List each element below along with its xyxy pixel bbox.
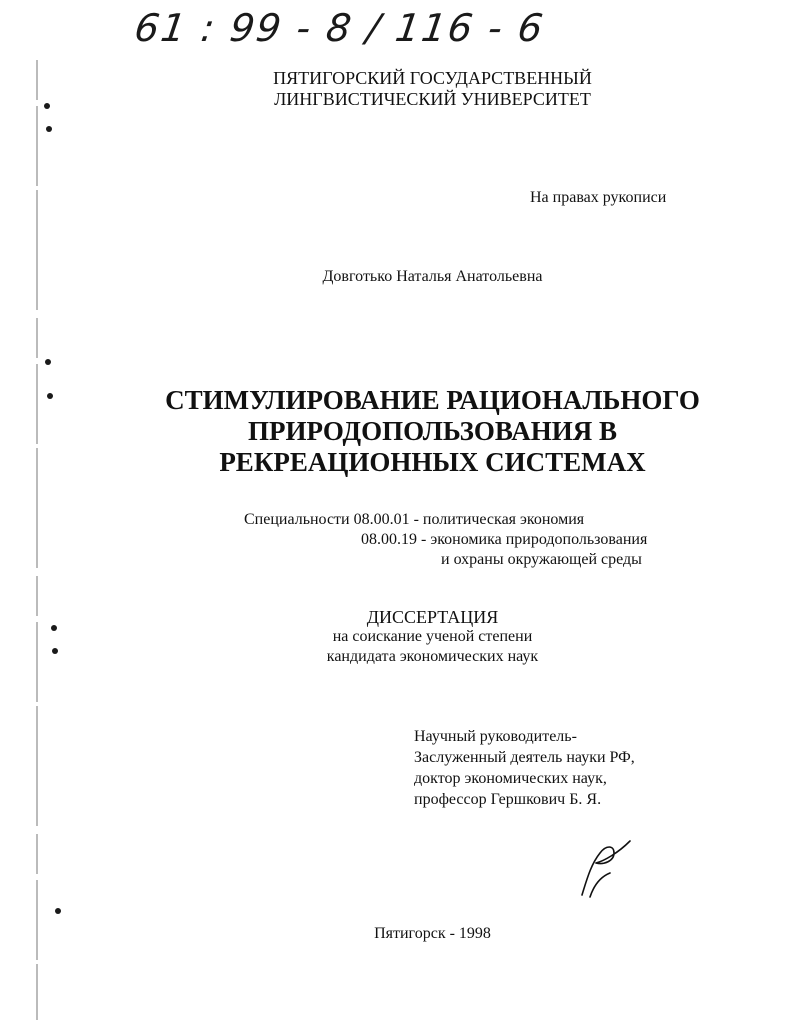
binding-hole-mark: [55, 908, 61, 914]
adviser-line-4: профессор Гершкович Б. Я.: [414, 791, 602, 808]
dissertation-line-3: кандидата экономических наук: [326, 648, 539, 665]
rights-notice: На правах рукописи: [530, 189, 667, 206]
scientific-adviser: [414, 726, 635, 810]
adviser-line-1: Научный руководитель-: [414, 728, 577, 745]
dissertation-block: [0, 607, 795, 667]
dissertation-title: [0, 385, 795, 478]
binding-hole-mark: [46, 126, 52, 132]
city-and-year: Пятигорск - 1998: [374, 925, 491, 942]
university-name: [0, 68, 795, 110]
binding-hole-mark: [45, 359, 51, 365]
dissertation-heading: ДИССЕРТАЦИЯ: [366, 607, 499, 627]
university-line-1: ПЯТИГОРСКИЙ ГОСУДАРСТВЕННЫЙ: [273, 68, 592, 88]
adviser-line-3: доктор экономических наук,: [414, 770, 607, 787]
title-line-2: ПРИРОДОПОЛЬЗОВАНИЯ В: [248, 416, 617, 446]
handwritten-signature: [570, 835, 640, 905]
specialty-line-3: и охраны окружающей среды: [441, 551, 642, 568]
specialty-line-1: Специальности 08.00.01 - политическая экономия: [244, 511, 585, 528]
author-name: Довготько Наталья Анатольевна: [322, 268, 543, 285]
adviser-line-2: Заслуженный деятель науки РФ,: [414, 749, 635, 766]
specialty-line-2: 08.00.19 - экономика природопользования: [361, 531, 648, 548]
university-line-2: ЛИНГВИСТИЧЕСКИЙ УНИВЕРСИТЕТ: [274, 89, 591, 109]
archive-handwritten-mark: 61 : 99 - 8 / 116 - 6: [131, 6, 548, 50]
dissertation-line-2: на соискание ученой степени: [332, 628, 533, 645]
title-line-3: РЕКРЕАЦИОННЫХ СИСТЕМАХ: [219, 447, 646, 477]
title-line-1: СТИМУЛИРОВАНИЕ РАЦИОНАЛЬНОГО: [165, 385, 700, 415]
binding-margin-line: [36, 60, 38, 1020]
